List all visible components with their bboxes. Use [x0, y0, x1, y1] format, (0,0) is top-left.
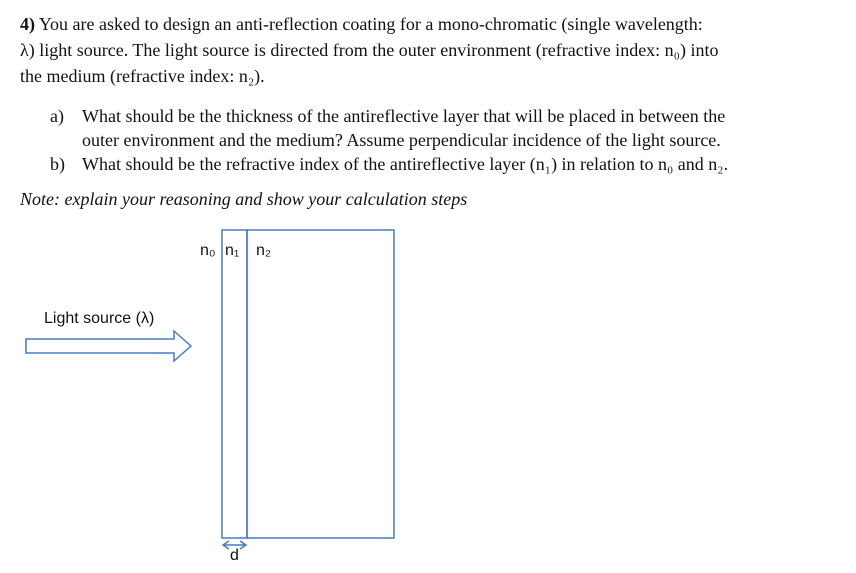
thickness-label: d	[230, 547, 239, 564]
question-number: 4)	[20, 14, 35, 34]
question-text-1: You are asked to design an anti-reflection coating for a mono-chromatic (single wavelength:	[38, 14, 703, 34]
note-text: Note: explain your reasoning and show your calculation steps	[20, 189, 468, 209]
part-a-line-1: What should be the thickness of the antireflective layer that will be placed in between the	[82, 106, 726, 126]
light-source-label: Light source (λ)	[44, 310, 155, 327]
part-a-line-2: outer environment and the medium? Assume perpendicular incidence of the light source.	[82, 130, 721, 150]
n1-label: n₁	[225, 242, 240, 259]
medium-layer	[247, 230, 394, 538]
n0-label: n₀	[200, 242, 216, 259]
part-b-line-1: What should be the refractive index of the antireflective layer (n₁) in relation to n₀ and n₂.	[82, 154, 729, 174]
question-line-3: the medium (refractive index: n₂).	[20, 66, 265, 86]
part-b-label: b)	[50, 154, 65, 174]
light-arrow	[26, 331, 191, 361]
antireflective-layer	[222, 230, 247, 538]
part-a-label: a)	[50, 106, 64, 126]
question-line-2: λ) light source. The light source is directed from the outer environment (refractive index: n₀) into	[20, 40, 719, 60]
n2-label: n₂	[256, 242, 272, 259]
